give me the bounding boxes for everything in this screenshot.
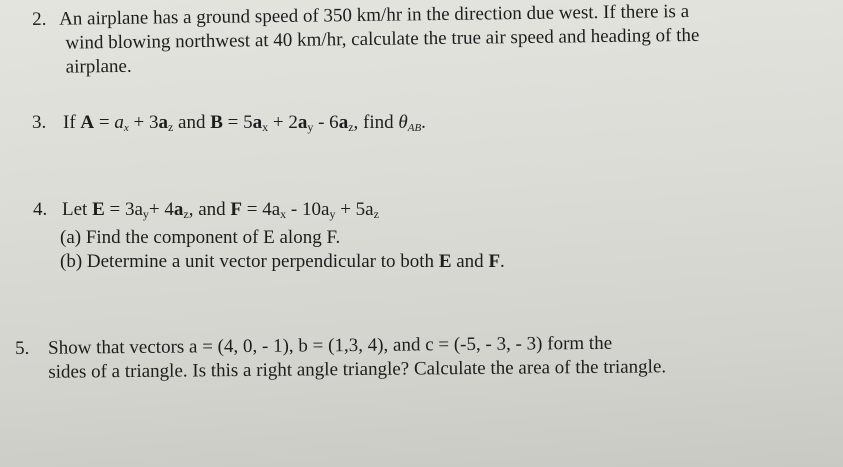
problem-4-part-a: (a) Find the component of E along F. <box>60 227 341 248</box>
theta-symbol: θ <box>398 112 408 133</box>
problem-4-text-1 <box>62 199 379 220</box>
subscript-z: z <box>167 120 174 134</box>
unit-a2: a <box>158 112 168 133</box>
problem-3-minus: - 6 <box>313 112 339 133</box>
vector-B: B <box>210 112 223 133</box>
problem-3-eq2: = 5 <box>222 112 253 133</box>
problem-4-number: 4. <box>33 199 48 220</box>
problem-2 <box>32 0 700 80</box>
problem-2-text-1: An airplane has a ground speed of 350 km/hr in the direction due west. If there is a <box>59 0 690 30</box>
subscript-y2: y <box>329 207 336 221</box>
problem-3-find: , find <box>353 112 399 133</box>
problem-4-plus2: + 5a <box>335 199 374 220</box>
subscript-x2: x <box>262 120 269 134</box>
problem-4-and: , and <box>188 199 231 220</box>
problem-3-if: If <box>63 112 81 133</box>
problem-5 <box>15 332 667 385</box>
vector-A: A <box>80 112 95 133</box>
problem-2-line-2: wind blowing northwest at 40 km/hr, calculate the true air speed and heading of the <box>65 24 700 54</box>
problem-4 <box>33 198 505 274</box>
problem-3-and: and <box>173 112 211 133</box>
problem-5-text-1: Show that vectors a = (4, 0, - 1), b = (1,3, 4), and c = (-5, - 3, - 3) form the <box>48 332 613 359</box>
unit-a5: a <box>338 112 349 133</box>
problem-5-number: 5. <box>15 337 30 359</box>
problem-4-let: Let <box>62 199 93 220</box>
subscript-z2: z <box>373 207 379 221</box>
vector-F: F <box>230 199 243 220</box>
problem-3-line-1 <box>32 111 426 140</box>
vector-E-bold: E <box>438 251 452 272</box>
subscript-y: y <box>307 120 314 134</box>
problem-5-line-2: sides of a triangle. Is this a right angle triangle? Calculate the area of the triangle. <box>48 356 667 383</box>
problem-4-part-b <box>60 250 505 274</box>
vector-E: E <box>92 199 105 220</box>
problem-4-plus: + 4 <box>148 199 174 220</box>
problem-2-number: 2. <box>32 8 47 30</box>
problem-3 <box>32 111 426 140</box>
problem-3-text <box>63 112 426 133</box>
problem-3-plus1: + 3 <box>128 112 159 133</box>
problem-3-plus2: + 2 <box>268 112 298 133</box>
subscript-AB: AB <box>407 122 422 134</box>
problem-4-part-b-and: and <box>451 251 489 272</box>
unit-a: a <box>173 199 184 220</box>
subscript-z: z <box>183 207 189 221</box>
subscript-y: y <box>142 207 149 221</box>
problem-2-line-3: airplane. <box>65 55 132 78</box>
problem-4-minus: - 10a <box>286 199 330 220</box>
problem-4-part-b-text: (b) Determine a unit vector perpendicular to both <box>60 251 439 272</box>
subscript-x: x <box>123 122 129 134</box>
unit-a4: a <box>297 112 308 133</box>
problem-4-eq1: = 3a <box>104 199 143 220</box>
problem-4-part-b-end: . <box>500 251 505 272</box>
problem-3-number: 3. <box>32 112 47 133</box>
problem-3-eq1: = <box>94 112 115 133</box>
subscript-z2: z <box>348 120 354 134</box>
problem-3-end: . <box>421 112 426 133</box>
unit-a3: a <box>252 112 263 133</box>
problem-4-eq2: = 4a <box>242 199 281 220</box>
subscript-x: x <box>280 207 287 221</box>
unit-a: a <box>114 112 124 133</box>
vector-F-bold: F <box>488 251 501 272</box>
problem-4-line-1 <box>33 198 478 226</box>
